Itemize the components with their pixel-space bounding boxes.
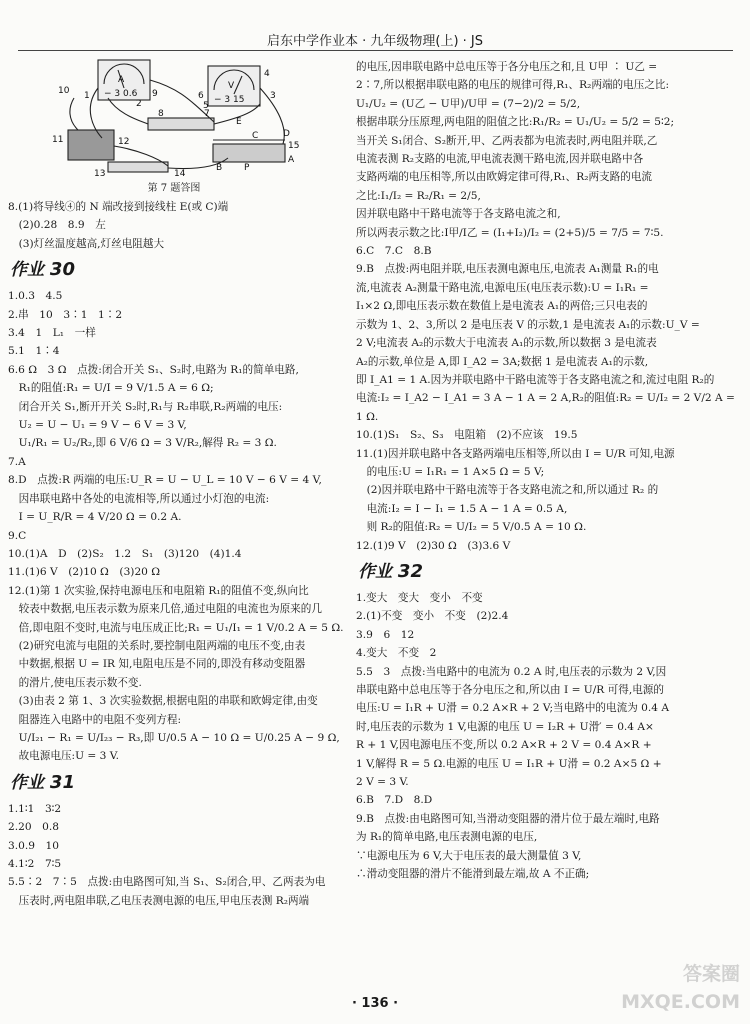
section-label: 作业 xyxy=(358,561,392,582)
text-line: 2 V;电流表 A₂的示数大于电流表 A₁的示数,所以数据 3 是电流表 xyxy=(356,337,657,350)
text-line: I = U_R/R = 4 V/20 Ω = 0.2 A. xyxy=(8,511,182,524)
text-line: (2)研究电流与电阻的关系时,要控制电阻两端的电压不变,由表 xyxy=(8,639,306,652)
text-line: 7.A xyxy=(8,455,26,468)
text-line: ∵电源电压为 6 V,大于电压表的最大测量值 3 V, xyxy=(356,849,582,862)
label-1: 1 xyxy=(84,91,90,101)
ammeter-terminals: − 3 0.6 xyxy=(104,89,138,99)
text-line: 2.(1)不变 变小 不变 (2)2.4 xyxy=(356,610,509,623)
text-line: (2)因并联电路中干路电流等于各支路电流之和,所以通过 R₂ 的 xyxy=(356,484,659,497)
text-line: 6.B 7.D 8.D xyxy=(356,794,433,807)
text-line: 10.(1)S₁ S₂、S₃ 电阻箱 (2)不应该 19.5 xyxy=(356,429,578,442)
text-line: 6.C 7.C 8.B xyxy=(356,245,432,258)
label-4: 4 xyxy=(264,69,270,79)
text-line: 的滑片,使电压表示数不变. xyxy=(8,676,142,689)
header-rule xyxy=(18,50,733,51)
text-line: 2∶7,所以根据串联电路的电压的规律可得,R₁、R₂两端的电压之比: xyxy=(356,79,670,92)
text-line: 11.(1)因并联电路中各支路两端电压相等,所以由 I = U/R 可知,电源 xyxy=(356,447,675,460)
text-line: I₁×2 Ω,即电压表示数在数值上是电流表 A₁的两倍;三只电表的 xyxy=(356,300,648,313)
text-line: 5.5∶2 7∶5 点拨:由电路图可知,当 S₁、S₂闭合,甲、乙两表为电 xyxy=(8,876,326,889)
label-13: 13 xyxy=(94,169,106,179)
text-line: 6.6 Ω 3 Ω 点拨:闭合开关 S₁、S₂时,电路为 R₁的简单电路, xyxy=(8,363,299,376)
text-line: 9.C xyxy=(8,529,27,542)
circuit-diagram xyxy=(38,58,298,182)
figure-caption: 第 7 题答图 xyxy=(147,183,201,194)
text-line: R₁的阻值:R₁ = U/I = 9 V/1.5 A = 6 Ω; xyxy=(8,382,214,395)
text-line: 所以两表示数之比:I甲/I乙 = (I₁+I₂)/I₂ = (2+5)/5 = 7/5 = 7∶5. xyxy=(356,226,664,239)
label-3: 3 xyxy=(270,91,276,101)
label-8: 8 xyxy=(158,109,164,119)
text-line: 5.5 3 点拨:当电路中的电流为 0.2 A 时,电压表的示数为 2 V,因 xyxy=(356,665,667,678)
text-line: 电流:I₂ = I − I₁ = 1.5 A − 1 A = 0.5 A, xyxy=(356,502,568,515)
text-line: 8.D 点拨:R 两端的电压:U_R = U − U_L = 10 V − 6 V = 4 V, xyxy=(8,474,322,487)
text-line: 4.变大 不变 2 xyxy=(356,647,437,660)
text-line: R + 1 V,因电源电压不变,所以 0.2 A×R + 2 V = 0.4 A×R + xyxy=(356,739,652,752)
text-line: 则 R₂的阻值:R₂ = U/I₂ = 5 V/0.5 A = 10 Ω. xyxy=(356,521,587,534)
text-line: 支路两端的电压相等,所以由欧姆定律可得,R₁、R₂两支路的电流 xyxy=(356,171,653,184)
text-line: 5.1 1∶4 xyxy=(8,345,60,358)
circuit-figure xyxy=(38,58,298,182)
label-D: D xyxy=(283,129,290,139)
text-line: A₂的示数,单位是 A,即 I_A2 = 3A;数据 1 是电流表 A₁的示数, xyxy=(356,355,649,368)
text-line: 闭合开关 S₁,断开开关 S₂时,R₁与 R₂串联,R₂两端的电压: xyxy=(8,400,283,413)
running-header: 启东中学作业本 · 九年级物理(上) · JS xyxy=(266,34,484,49)
label-C: C xyxy=(252,131,259,141)
ammeter-symbol: A xyxy=(118,75,125,85)
label-5: 5 xyxy=(203,101,209,111)
text-line: 11.(1)6 V (2)10 Ω (3)20 Ω xyxy=(8,566,161,579)
section-number: 31 xyxy=(49,771,75,793)
text-line: U₁/R₁ = U₂/R₂,即 6 V/6 Ω = 3 V/R₂,解得 R₂ = 3 Ω. xyxy=(8,437,277,450)
voltmeter-terminals: − 3 15 xyxy=(214,95,245,105)
text-line: 串联电路中总电压等于各分电压之和,所以由 I = U/R 可得,电源的 xyxy=(356,684,664,696)
text-line: 之比:I₁/I₂ = R₂/R₁ = 2/5, xyxy=(356,189,481,202)
label-10: 10 xyxy=(58,86,70,96)
voltmeter-symbol: V xyxy=(228,81,235,91)
text-line: (3)灯丝温度越高,灯丝电阻越大 xyxy=(8,237,165,250)
text-line: 2.串 10 3∶1 1∶2 xyxy=(8,308,123,321)
watermark-url: MXQE.COM xyxy=(621,991,740,1013)
section-label: 作业 xyxy=(10,260,44,281)
text-line: 时,电压表的示数为 1 V,电源的电压 U = I₂R + U滑′ = 0.4 A× xyxy=(356,720,654,733)
text-line: 2.20 0.8 xyxy=(8,821,60,834)
section-number: 32 xyxy=(397,560,423,582)
text-line: 1.0.3 4.5 xyxy=(8,290,63,303)
text-line: 即 I_A1 = 1 A.因为并联电路中干路电流等于各支路电流之和,流过电阻 R₂的 xyxy=(356,373,715,386)
text-line: 的电压:U = I₁R₁ = 1 A×5 Ω = 5 V; xyxy=(356,465,545,478)
text-line: ∴滑动变阻器的滑片不能滑到最左端,故 A 不正确; xyxy=(356,868,590,881)
text-line: 1 Ω. xyxy=(356,410,379,423)
section-heading-32 xyxy=(358,559,738,585)
text-line: 中数据,根据 U = IR 知,电阻电压是不同的,即没有移动变阻器 xyxy=(8,658,306,671)
text-line: 的电压,因串联电路中总电压等于各分电压之和,且 U甲 ∶ U乙 = xyxy=(356,61,658,73)
label-7: 7 xyxy=(204,109,210,119)
left-column xyxy=(8,58,344,910)
text-line: 1.变大 变大 变小 不变 xyxy=(356,591,483,604)
text-line: 为 R₁的简单电路,电压表测电源的电压, xyxy=(356,831,538,844)
text-line: 倍,即电阻不变时,电流与电压成正比;R₁ = U₁/I₁ = 1 V/0.2 A = 5 Ω. xyxy=(8,621,344,634)
text-line: 因串联电路中各处的电流相等,所以通过小灯泡的电流: xyxy=(8,492,270,505)
text-line: (3)由表 2 第 1、3 次实验数据,根据电阻的串联和欧姆定律,由变 xyxy=(8,695,318,708)
text-line: 4.1∶2 7∶5 xyxy=(8,858,62,870)
text-line: 故电源电压:U = 3 V. xyxy=(8,750,119,763)
text-line: 电流表测 R₂支路的电流,甲电流表测干路电流,因并联电路中各 xyxy=(356,153,644,166)
text-line: 12.(1)第 1 次实验,保持电源电压和电阻箱 R₁的阻值不变,纵向比 xyxy=(8,584,309,597)
section-heading-30 xyxy=(10,257,340,283)
label-15: 15 xyxy=(288,141,300,151)
text-line: 1 V,解得 R = 5 Ω.电源的电压 U = I₁R + U滑 = 0.2 A×5 Ω + xyxy=(356,757,662,770)
label-E: E xyxy=(236,117,242,127)
label-P: P xyxy=(244,163,250,173)
section-label: 作业 xyxy=(10,772,44,793)
label-6: 6 xyxy=(198,91,204,101)
text-line: 2 V = 3 V. xyxy=(356,776,409,789)
text-line: 当开关 S₁闭合、S₂断开,甲、乙两表都为电流表时,两电阻并联,乙 xyxy=(356,134,658,147)
label-9: 9 xyxy=(152,89,158,99)
text-line: U₂ = U − U₁ = 9 V − 6 V = 3 V, xyxy=(8,419,187,432)
text-line: 示数为 1、2、3,所以 2 是电压表 V 的示数,1 是电流表 A₁的示数:U_V = xyxy=(356,318,700,331)
right-column xyxy=(356,58,738,883)
text-line: 电压:U = I₁R + U滑 = 0.2 A×R + 2 V;当电路中的电流为 0.4 A xyxy=(356,702,670,715)
section-heading-31 xyxy=(10,770,340,796)
label-11: 11 xyxy=(52,135,64,145)
text-line: 10.(1)A D (2)S₂ 1.2 S₁ (3)120 (4)1.4 xyxy=(8,547,242,560)
text-line: (2)0.28 8.9 左 xyxy=(8,219,106,232)
text-line: 3.4 1 L₁ 一样 xyxy=(8,327,96,340)
text-line: 电流:I₂ = I_A2 − I_A1 = 3 A − 1 A = 2 A,R₂的阻值:R₂ = U/I₂ = 2 V/2 A = xyxy=(356,392,735,405)
watermark-logo xyxy=(600,960,740,1022)
text-line: 9.B 点拨:两电阻并联,电压表测电源电压,电流表 A₁测量 R₁的电 xyxy=(356,263,659,276)
text-line: 压表时,两电阻串联,乙电压表测电源的电压,甲电压表测 R₂两端 xyxy=(8,894,310,907)
text-line: 3.0.9 10 xyxy=(8,839,60,852)
text-line: U₁/U₂ = (U乙 − U甲)/U甲 = (7−2)/2 = 5/2, xyxy=(356,97,581,110)
label-12: 12 xyxy=(118,137,130,147)
text-line: 阻器连入电路中的电阻不变列方程: xyxy=(8,713,182,726)
label-2: 2 xyxy=(136,99,142,109)
text-line: 8.(1)将导线④的 N 端改接到接线柱 E(或 C)端 xyxy=(8,201,229,213)
text-line: 9.B 点拨:由电路图可知,当滑动变阻器的滑片位于最左端时,电路 xyxy=(356,812,660,825)
label-14: 14 xyxy=(174,169,186,179)
text-line: 较表中数据,电压表示数为原来几倍,通过电阻的电流也为原来的几 xyxy=(8,603,322,616)
text-line: 3.9 6 12 xyxy=(356,628,415,641)
page-number: · 136 · xyxy=(351,996,399,1011)
section-number: 30 xyxy=(49,259,75,281)
text-line: 1.1∶1 3∶2 xyxy=(8,802,62,815)
label-A: A xyxy=(288,155,295,165)
text-line: 流,电流表 A₂测量干路电流,电源电压(电压表示数):U = I₁R₁ = xyxy=(356,281,649,294)
text-line: 因并联电路中干路电流等于各支路电流之和, xyxy=(356,208,561,221)
text-line: U/I₂₁ − R₁ = U/I₂₃ − R₃,即 U/0.5 A − 10 Ω = U/0.25 A − 9 Ω, xyxy=(8,731,340,744)
watermark-text: 答案圈 xyxy=(682,963,740,985)
label-B: B xyxy=(216,163,223,173)
text-line: 12.(1)9 V (2)30 Ω (3)3.6 V xyxy=(356,539,511,552)
text-line: 根据串联分压原理,两电阻的阻值之比:R₁/R₂ = U₁/U₂ = 5/2 = 5∶2; xyxy=(356,116,675,129)
